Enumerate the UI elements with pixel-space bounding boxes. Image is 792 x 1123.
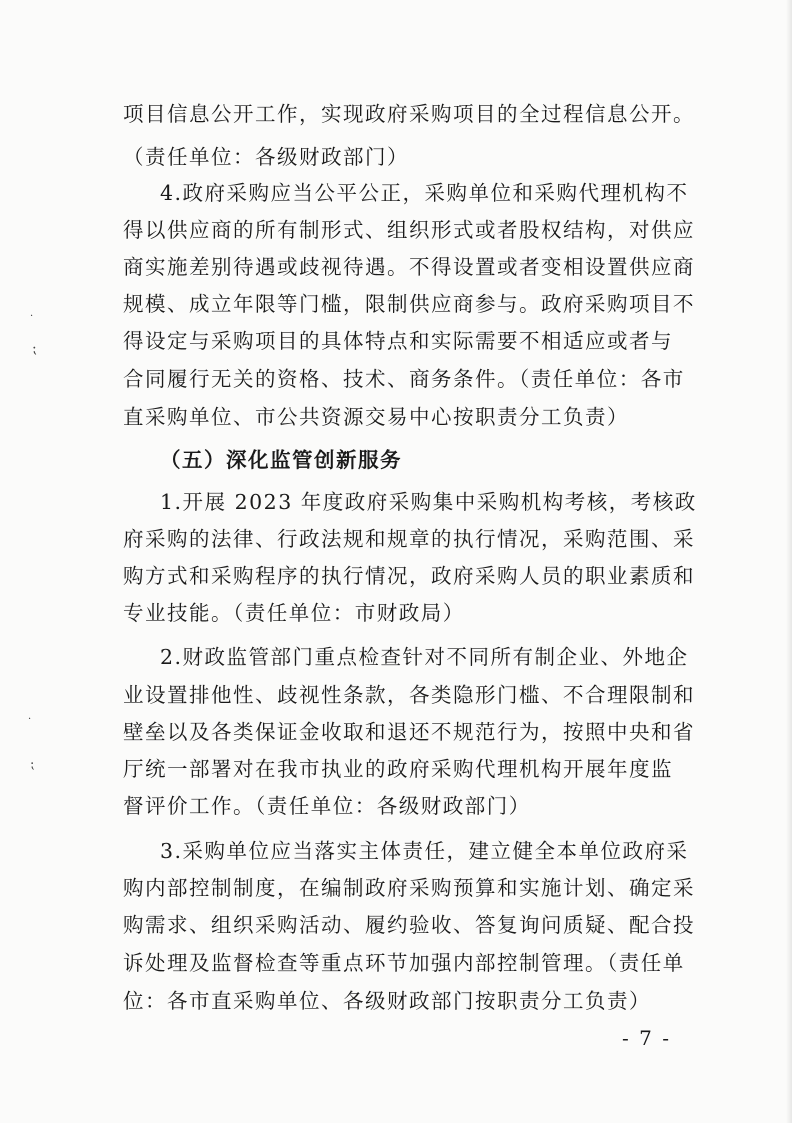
scan-speck: ⁏ <box>32 341 37 357</box>
body-line: 壁垒以及各类保证金收取和退还不规范行为，按照中央和省 <box>123 720 695 744</box>
body-line: 直采购单位、市公共资源交易中心按职责分工负责） <box>123 405 629 429</box>
section-heading: （五）深化监管创新服务 <box>160 448 402 472</box>
body-line: 购内部控制制度，在编制政府采购预算和实施计划、确定采 <box>123 876 695 900</box>
body-line: 府采购的法律、行政法规和规章的执行情况，采购范围、采 <box>123 527 695 551</box>
scan-edge-shadow <box>786 0 792 1123</box>
body-line: 项目信息公开工作，实现政府采购项目的全过程信息公开。 <box>123 102 695 126</box>
body-line: 购方式和采购程序的执行情况，政府采购人员的职业素质和 <box>123 564 695 588</box>
scan-speck: · <box>28 714 32 725</box>
paragraph-start-line: 1.开展 2023 年度政府采购集中采购机构考核，考核政 <box>160 490 697 514</box>
body-line: 督评价工作。（责任单位：各级财政部门） <box>123 794 531 818</box>
body-line: 商实施差别待遇或歧视待遇。不得设置或者变相设置供应商 <box>123 255 695 279</box>
body-line: 得以供应商的所有制形式、组织形式或者股权结构，对供应 <box>123 218 695 242</box>
body-line: 合同履行无关的资格、技术、商务条件。（责任单位：各市 <box>123 367 685 391</box>
body-line: 诉处理及监督检查等重点环节加强内部控制管理。（责任单 <box>123 951 685 975</box>
paragraph-start-line: 2.财政监管部门重点检查针对不同所有制企业、外地企 <box>160 645 689 669</box>
paragraph-start-line: 3.采购单位应当落实主体责任，建立健全本单位政府采 <box>160 839 689 863</box>
scan-speck: ⁏ <box>30 757 35 772</box>
body-line: 规模、成立年限等门槛，限制供应商参与。政府采购项目不 <box>123 292 695 316</box>
body-line: 购需求、组织采购活动、履约验收、答复询问质疑、配合投 <box>123 913 695 937</box>
body-line: （责任单位：各级财政部门） <box>123 145 409 169</box>
body-line: 专业技能。（责任单位：市财政局） <box>123 601 465 625</box>
body-line: 厅统一部署对在我市执业的政府采购代理机构开展年度监 <box>123 757 673 781</box>
paragraph-start-line: 4.政府采购应当公平公正，采购单位和采购代理机构不 <box>160 181 689 205</box>
page-number: - 7 - <box>622 1026 671 1050</box>
scan-speck: · <box>30 311 34 322</box>
body-line: 位：各市直采购单位、各级财政部门按职责分工负责） <box>123 989 651 1013</box>
body-line: 业设置排他性、歧视性条款，各类隐形门槛、不合理限制和 <box>123 683 695 707</box>
body-line: 得设定与采购项目的具体特点和实际需要不相适应或者与 <box>123 329 673 353</box>
